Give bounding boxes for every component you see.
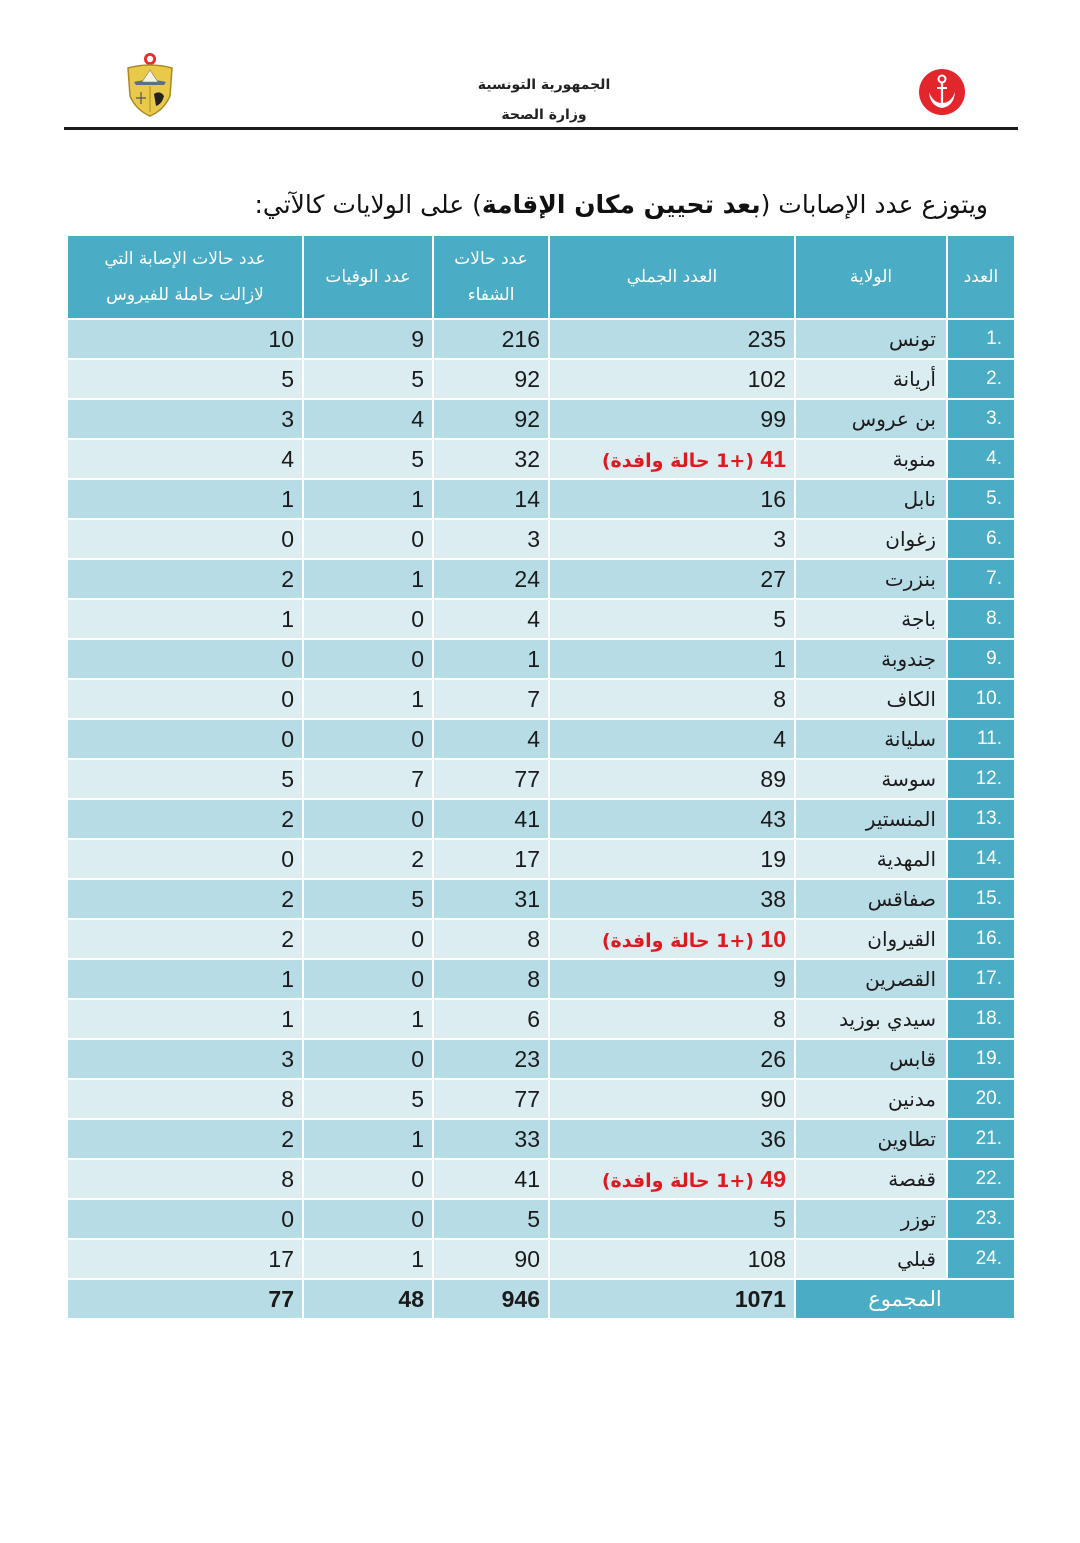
row-active: 0	[67, 639, 303, 679]
imported-case-note: (+1 حالة وافدة)	[601, 1169, 755, 1192]
table-row	[67, 679, 1015, 719]
coat-of-arms-icon	[124, 52, 176, 118]
table-row	[67, 999, 1015, 1039]
row-governorate: الكاف	[795, 679, 947, 719]
row-recovered: 8	[433, 919, 549, 959]
row-deaths: 7	[303, 759, 433, 799]
row-total-highlight	[602, 1166, 786, 1192]
table-row	[67, 439, 1015, 479]
table-row	[67, 719, 1015, 759]
row-recovered: 92	[433, 399, 549, 439]
health-ministry-logo-icon	[918, 68, 966, 116]
table-header-row	[67, 235, 1015, 319]
row-deaths: 1	[303, 679, 433, 719]
row-deaths: 1	[303, 1119, 433, 1159]
row-index: 7.	[947, 559, 1015, 599]
table-row	[67, 1039, 1015, 1079]
row-governorate: قفصة	[795, 1159, 947, 1199]
row-index: 18.	[947, 999, 1015, 1039]
row-active: 3	[67, 399, 303, 439]
table-row	[67, 399, 1015, 439]
row-index: 2.	[947, 359, 1015, 399]
row-active: 0	[67, 719, 303, 759]
row-active: 2	[67, 559, 303, 599]
row-index: 19.	[947, 1039, 1015, 1079]
table-row	[67, 839, 1015, 879]
row-recovered: 23	[433, 1039, 549, 1079]
row-index: 21.	[947, 1119, 1015, 1159]
table-row	[67, 1119, 1015, 1159]
intro-text	[254, 190, 988, 219]
row-active: 0	[67, 1199, 303, 1239]
row-deaths: 1	[303, 479, 433, 519]
table-row	[67, 599, 1015, 639]
row-deaths: 0	[303, 1159, 433, 1199]
document-header	[64, 50, 1018, 130]
row-recovered: 31	[433, 879, 549, 919]
row-governorate: سوسة	[795, 759, 947, 799]
row-governorate: بن عروس	[795, 399, 947, 439]
table-row	[67, 1199, 1015, 1239]
row-active: 2	[67, 1119, 303, 1159]
row-total: 16	[549, 479, 795, 519]
row-total: 5	[549, 599, 795, 639]
row-deaths: 0	[303, 1199, 433, 1239]
imported-case-note: (+1 حالة وافدة)	[601, 449, 755, 472]
row-total: 90	[549, 1079, 795, 1119]
row-total: 27	[549, 559, 795, 599]
row-total: 4	[549, 719, 795, 759]
row-index: 12.	[947, 759, 1015, 799]
row-active: 0	[67, 519, 303, 559]
row-active: 1	[67, 479, 303, 519]
header-recovered-line1: عدد حالات	[454, 249, 528, 269]
row-governorate: منوبة	[795, 439, 947, 479]
row-recovered: 5	[433, 1199, 549, 1239]
row-index: 15.	[947, 879, 1015, 919]
row-total: 235	[549, 319, 795, 359]
row-index: 6.	[947, 519, 1015, 559]
totals-label: المجموع	[795, 1279, 1015, 1319]
row-recovered: 90	[433, 1239, 549, 1279]
row-active: 2	[67, 799, 303, 839]
row-recovered: 33	[433, 1119, 549, 1159]
row-active: 2	[67, 919, 303, 959]
row-total: 8	[549, 999, 795, 1039]
row-recovered: 3	[433, 519, 549, 559]
row-index: 20.	[947, 1079, 1015, 1119]
header-total: العدد الجملي	[549, 235, 795, 319]
row-total-highlight	[602, 446, 786, 472]
row-index: 23.	[947, 1199, 1015, 1239]
row-total: 8	[549, 679, 795, 719]
row-recovered: 6	[433, 999, 549, 1039]
header-governorate: الولاية	[795, 235, 947, 319]
row-deaths: 5	[303, 1079, 433, 1119]
row-active: 8	[67, 1079, 303, 1119]
row-recovered: 216	[433, 319, 549, 359]
row-total: 43	[549, 799, 795, 839]
row-active: 1	[67, 959, 303, 999]
row-total: 26	[549, 1039, 795, 1079]
header-recovered-line2: الشفاء	[467, 285, 515, 305]
row-deaths: 0	[303, 719, 433, 759]
row-total: 9	[549, 959, 795, 999]
row-total: 5	[549, 1199, 795, 1239]
row-governorate: توزر	[795, 1199, 947, 1239]
row-recovered: 1	[433, 639, 549, 679]
row-total: 38	[549, 879, 795, 919]
row-index: 3.	[947, 399, 1015, 439]
row-governorate: زغوان	[795, 519, 947, 559]
row-active: 0	[67, 679, 303, 719]
table-row	[67, 1239, 1015, 1279]
table-row	[67, 319, 1015, 359]
table-row	[67, 919, 1015, 959]
row-recovered: 24	[433, 559, 549, 599]
row-total: 89	[549, 759, 795, 799]
row-deaths: 1	[303, 999, 433, 1039]
row-active: 4	[67, 439, 303, 479]
ministry-name: وزارة الصحة	[501, 107, 587, 123]
row-deaths: 5	[303, 879, 433, 919]
row-active: 17	[67, 1239, 303, 1279]
row-governorate: قبلي	[795, 1239, 947, 1279]
row-active: 5	[67, 759, 303, 799]
row-recovered: 41	[433, 1159, 549, 1199]
table-row	[67, 759, 1015, 799]
row-total: 102	[549, 359, 795, 399]
imported-case-note: (+1 حالة وافدة)	[601, 929, 755, 952]
table-row	[67, 959, 1015, 999]
row-active: 2	[67, 879, 303, 919]
totals-active: 77	[67, 1279, 303, 1319]
row-index: 17.	[947, 959, 1015, 999]
table-row	[67, 479, 1015, 519]
row-index: 11.	[947, 719, 1015, 759]
row-active: 8	[67, 1159, 303, 1199]
row-recovered: 92	[433, 359, 549, 399]
row-total-value: 10	[760, 925, 786, 952]
totals-total: 1071	[549, 1279, 795, 1319]
row-deaths: 5	[303, 439, 433, 479]
row-deaths: 1	[303, 559, 433, 599]
table-row	[67, 519, 1015, 559]
row-recovered: 41	[433, 799, 549, 839]
header-active-line1: عدد حالات الإصابة التي	[104, 249, 266, 269]
row-total-value: 41	[760, 445, 786, 472]
table-row	[67, 559, 1015, 599]
header-index: العدد	[947, 235, 1015, 319]
row-governorate: مدنين	[795, 1079, 947, 1119]
row-total	[549, 919, 795, 959]
header-recovered	[433, 235, 549, 319]
row-total	[549, 439, 795, 479]
row-index: 13.	[947, 799, 1015, 839]
row-active: 0	[67, 839, 303, 879]
totals-deaths: 48	[303, 1279, 433, 1319]
row-total-value: 49	[760, 1165, 786, 1192]
row-recovered: 14	[433, 479, 549, 519]
row-deaths: 5	[303, 359, 433, 399]
table-row	[67, 799, 1015, 839]
row-deaths: 0	[303, 639, 433, 679]
row-total	[549, 1159, 795, 1199]
row-recovered: 7	[433, 679, 549, 719]
row-governorate: سيدي بوزيد	[795, 999, 947, 1039]
row-deaths: 0	[303, 799, 433, 839]
governorate-cases-table	[66, 234, 1016, 1320]
intro-bold: بعد تحيين مكان الإقامة	[481, 190, 761, 219]
row-governorate: نابل	[795, 479, 947, 519]
header-divider	[64, 127, 1018, 130]
table-row	[67, 639, 1015, 679]
row-recovered: 17	[433, 839, 549, 879]
table-row	[67, 359, 1015, 399]
row-recovered: 4	[433, 719, 549, 759]
row-deaths: 0	[303, 599, 433, 639]
row-governorate: بنزرت	[795, 559, 947, 599]
row-governorate: أريانة	[795, 359, 947, 399]
totals-recovered: 946	[433, 1279, 549, 1319]
row-deaths: 1	[303, 1239, 433, 1279]
row-active: 1	[67, 599, 303, 639]
row-governorate: القصرين	[795, 959, 947, 999]
row-index: 9.	[947, 639, 1015, 679]
row-total: 99	[549, 399, 795, 439]
row-index: 10.	[947, 679, 1015, 719]
row-index: 22.	[947, 1159, 1015, 1199]
row-deaths: 9	[303, 319, 433, 359]
intro-prefix: ويتوزع عدد الإصابات (	[760, 190, 988, 219]
intro-suffix: ) على الولايات كالآتي:	[254, 190, 482, 219]
row-total: 19	[549, 839, 795, 879]
table-row	[67, 1079, 1015, 1119]
header-active	[67, 235, 303, 319]
header-deaths: عدد الوفيات	[303, 235, 433, 319]
row-deaths: 0	[303, 919, 433, 959]
row-recovered: 77	[433, 759, 549, 799]
row-index: 4.	[947, 439, 1015, 479]
row-index: 5.	[947, 479, 1015, 519]
table-row	[67, 1159, 1015, 1199]
row-deaths: 0	[303, 519, 433, 559]
country-name: الجمهورية التونسية	[477, 77, 611, 93]
row-governorate: المهدية	[795, 839, 947, 879]
row-recovered: 32	[433, 439, 549, 479]
row-total: 1	[549, 639, 795, 679]
row-deaths: 2	[303, 839, 433, 879]
row-governorate: سليانة	[795, 719, 947, 759]
row-recovered: 4	[433, 599, 549, 639]
row-governorate: تطاوين	[795, 1119, 947, 1159]
totals-row	[67, 1279, 1015, 1319]
row-total-highlight	[602, 926, 786, 952]
row-governorate: تونس	[795, 319, 947, 359]
row-index: 16.	[947, 919, 1015, 959]
row-index: 1.	[947, 319, 1015, 359]
row-total: 108	[549, 1239, 795, 1279]
header-active-line2: لازالت حاملة للفيروس	[106, 285, 264, 305]
row-governorate: جندوبة	[795, 639, 947, 679]
row-active: 1	[67, 999, 303, 1039]
row-index: 14.	[947, 839, 1015, 879]
row-governorate: المنستير	[795, 799, 947, 839]
row-governorate: القيروان	[795, 919, 947, 959]
row-active: 3	[67, 1039, 303, 1079]
row-index: 8.	[947, 599, 1015, 639]
row-total: 36	[549, 1119, 795, 1159]
row-active: 5	[67, 359, 303, 399]
row-deaths: 4	[303, 399, 433, 439]
row-governorate: قابس	[795, 1039, 947, 1079]
table-row	[67, 879, 1015, 919]
row-deaths: 0	[303, 1039, 433, 1079]
row-governorate: باجة	[795, 599, 947, 639]
row-total: 3	[549, 519, 795, 559]
row-deaths: 0	[303, 959, 433, 999]
row-recovered: 77	[433, 1079, 549, 1119]
organization-name	[444, 70, 644, 130]
row-recovered: 8	[433, 959, 549, 999]
row-active: 10	[67, 319, 303, 359]
row-governorate: صفاقس	[795, 879, 947, 919]
row-index: 24.	[947, 1239, 1015, 1279]
